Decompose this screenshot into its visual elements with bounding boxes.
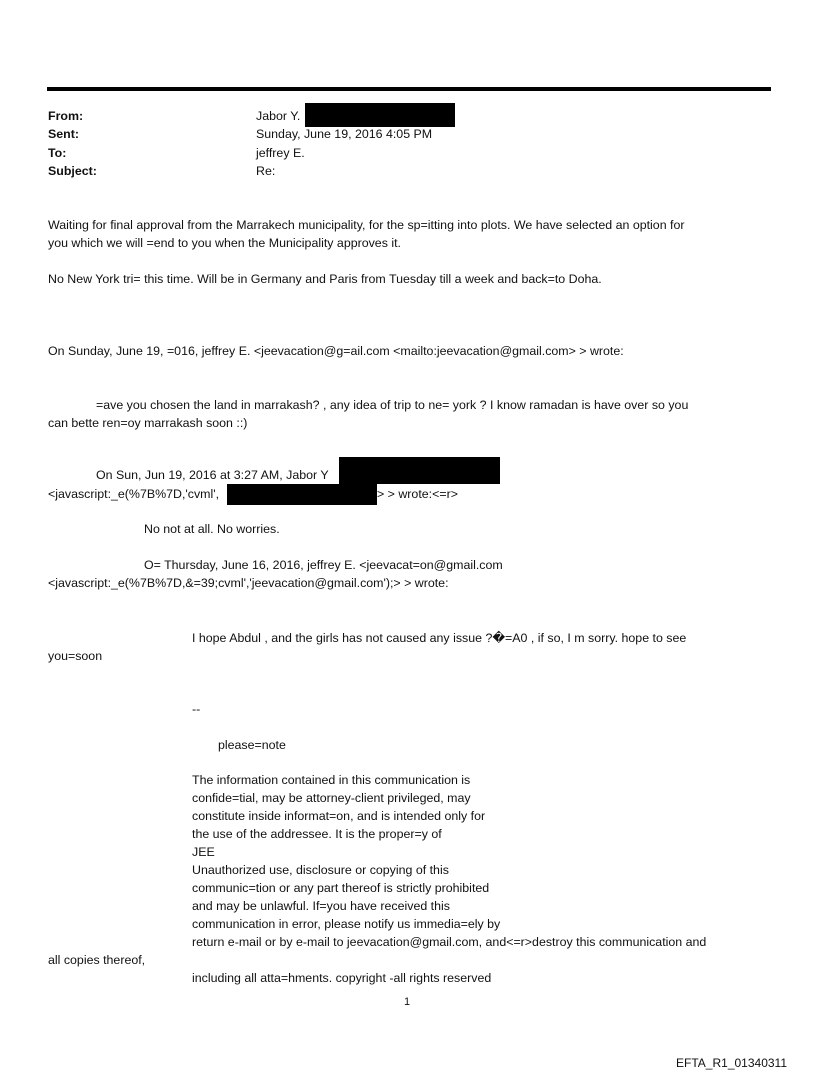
redaction-block [339,457,500,484]
disclaimer-line: communic=tion or any part thereof is strictly prohibited [192,881,490,895]
disclaimer-line: The information contained in this communication is [192,773,471,787]
redaction-block [305,103,455,127]
sent-label: Sent: [48,127,79,141]
disclaimer-line: including all atta=hments. copyright -all rights reserved [192,971,492,985]
body-line: No New York tri= this time. Will be in Germany and Paris from Tuesday till a week and back=to Doha. [48,272,602,286]
quote-line: I hope Abdul , and the girls has not caused any issue ?�=A0 , if so, I m sorry. hope to see [192,631,687,645]
quote-header: On Sun, Jun 19, 2016 at 3:27 AM, Jabor Y [96,468,329,482]
quote-header: O= Thursday, June 16, 2016, jeffrey E. <jeevacat=on@gmail.com [144,558,503,572]
quote-line: you=soon [48,649,103,663]
redaction-block [227,484,377,505]
to-value: jeffrey E. [256,146,305,160]
disclaimer-line: confide=tial, may be attorney-client privileged, may [192,791,471,805]
quote-header: <javascript:_e(%7B%7D,&=39;cvml','jeevacation@gmail.com');> > wrote: [48,576,449,590]
disclaimer-line: constitute inside informat=on, and is intended only for [192,809,486,823]
disclaimer-line: Unauthorized use, disclosure or copying of this [192,863,449,877]
from-value: Jabor Y. [256,109,301,123]
disclaimer-line: the use of the addressee. It is the proper=y of [192,827,442,841]
quote-header: > > wrote:<=r> [377,487,458,501]
to-label: To: [48,146,67,160]
disclaimer-line: and may be unlawful. If=you have received this [192,899,450,913]
from-label: From: [48,109,84,123]
disclaimer-line: return e-mail or by e-mail to jeevacation@gmail.com, and<=r>destroy this communication and [192,935,707,949]
subject-label: Subject: [48,164,97,178]
signature-dash: -- [192,702,201,716]
sent-value: Sunday, June 19, 2016 4:05 PM [256,127,433,141]
body-line: you which we will =end to you when the Municipality approves it. [48,236,401,250]
quote-header: <javascript:_e(%7B%7D,'cvml', [48,487,220,501]
document-id: EFTA_R1_01340311 [676,1056,787,1070]
quote-header: On Sunday, June 19, =016, jeffrey E. <jeevacation@g=ail.com <mailto:jeevacation@gmail.com> > wrote: [48,344,624,358]
body-line: Waiting for final approval from the Marrakech municipality, for the sp=itting into plots. We have selected an option for [48,218,685,232]
disclaimer-line: communication in error, please notify us immedia=ely by [192,917,501,931]
subject-value: Re: [256,164,276,178]
page-number: 1 [404,996,411,1008]
disclaimer-line: JEE [192,845,215,859]
signature-note: please=note [218,738,286,752]
quote-line: can bette ren=oy marrakash soon ::) [48,416,248,430]
quote-line: No not at all. No worries. [144,522,280,536]
quote-line: =ave you chosen the land in marrakash? , any idea of trip to ne= york ? I know ramadan is have over so you [96,398,689,412]
header-rule [47,87,771,91]
disclaimer-line: all copies thereof, [48,953,146,967]
